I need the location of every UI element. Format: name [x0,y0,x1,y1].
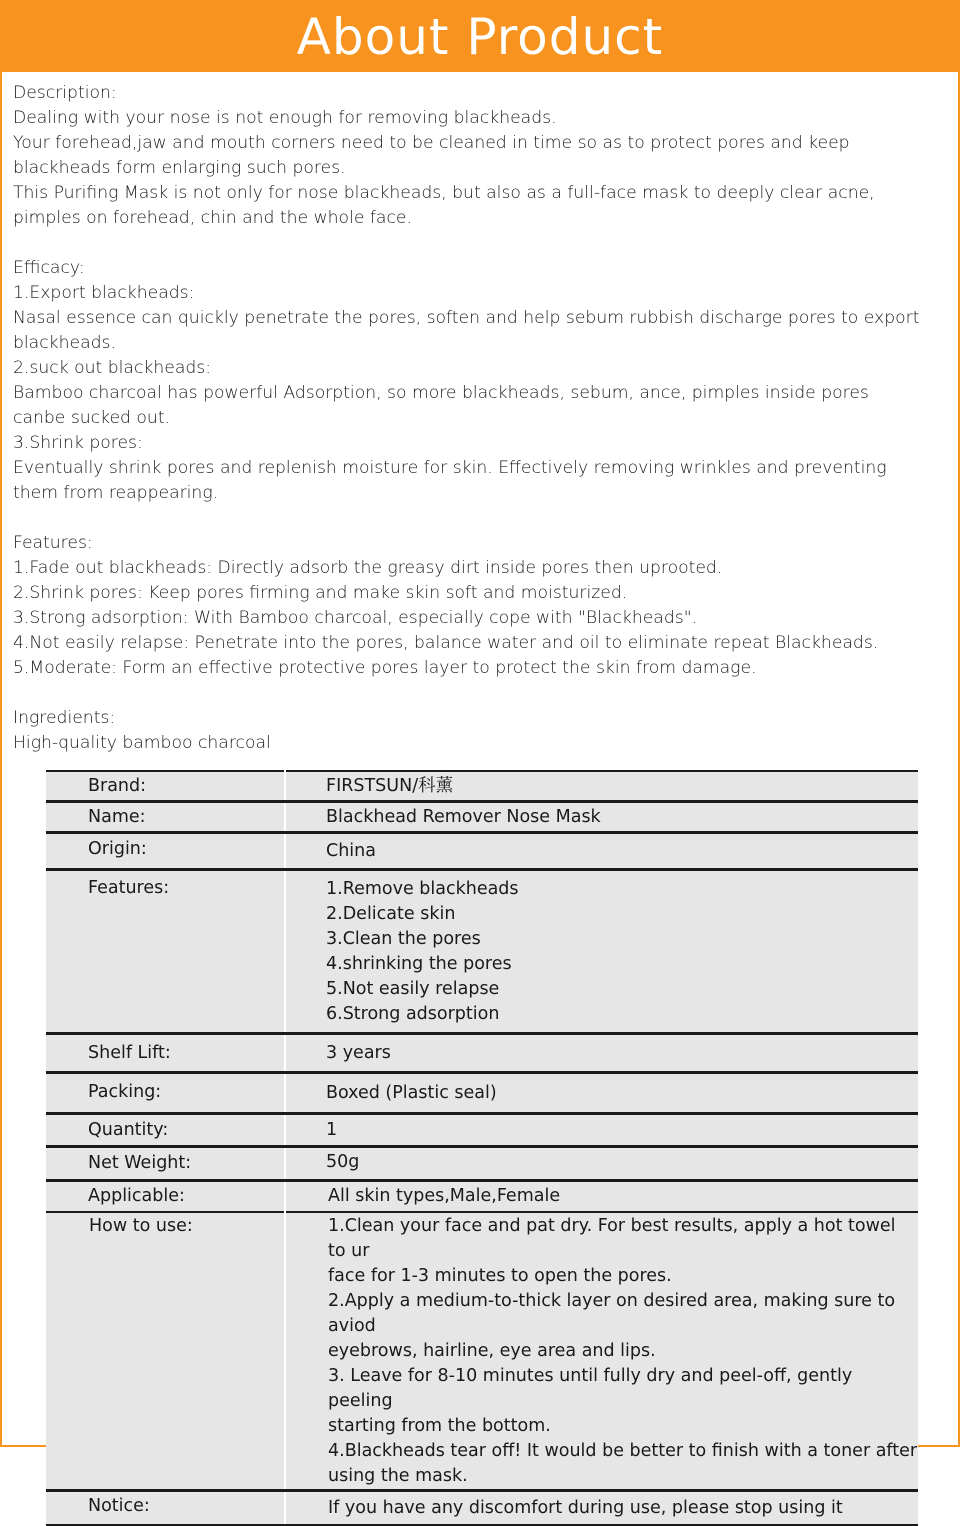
text-line: Nasal essence can quickly penetrate the pores, soften and help sebum rubbish discharge pores to export [13,308,920,328]
text-line: Dealing with your nose is not enough for removing blackheads. [13,108,557,128]
text-line: 5.Moderate: Form an effective protective pores layer to protect the skin from damage. [13,658,757,678]
spec-key: Applicable: [46,1181,285,1213]
text-line: 2.suck out blackheads: [13,358,212,378]
table-row-origin [46,833,918,870]
list-item: 4.Blackheads tear off! It would be better to finish with a toner after [328,1441,918,1461]
spec-value: 1 [285,1114,918,1147]
table-row-packing [46,1073,918,1114]
spec-value: China [285,833,918,870]
spec-table [46,770,918,1526]
list-item: 1.Remove blackheads [326,879,519,899]
list-item: 6.Strong adsorption [326,1004,500,1024]
spec-value-list [285,870,918,1034]
text-line: 3.Shrink pores: [13,433,143,453]
spec-key: Net Weight: [46,1147,285,1181]
page-title: About Product [2,2,958,72]
spec-value: All skin types,Male,Female [285,1181,918,1213]
spec-key: Origin: [46,833,285,870]
blank-line [13,681,953,706]
table-row-shelf-life [46,1034,918,1073]
list-item: 2.Apply a medium-to-thick layer on desired area, making sure to aviod [328,1291,896,1336]
spec-value: FIRSTSUN/科薰 [285,771,918,802]
text-line: Description: [13,83,117,103]
text-line: Eventually shrink pores and replenish moisture for skin. Effectively removing wrinkles and preventing [13,458,887,478]
list-item: using the mask. [328,1466,468,1486]
text-line: Your forehead,jaw and mouth corners need to be cleaned in time so as to protect pores and keep [13,133,850,153]
list-item: eyebrows, hairline, eye area and lips. [328,1341,656,1361]
spec-key: Notice: [46,1491,285,1526]
text-line: blackheads. [13,333,116,353]
text-line: 4.Not easily relapse: Penetrate into the pores, balance water and oil to eliminate repeat Blackheads. [13,633,879,653]
spec-key: How to use: [46,1212,285,1491]
table-row-notice [46,1491,918,1526]
list-item: 5.Not easily relapse [326,979,500,999]
list-item: 3.Clean the pores [326,929,481,949]
table-row-brand [46,771,918,802]
list-item: 4.shrinking the pores [326,954,512,974]
spec-value: 50g [285,1147,918,1181]
text-line: Bamboo charcoal has powerful Adsorption, so more blackheads, sebum, ance, pimples inside pores [13,383,869,403]
blank-line [13,231,953,256]
spec-key: Shelf Lift: [46,1034,285,1073]
spec-value: Blackhead Remover Nose Mask [285,802,918,833]
spec-key: Brand: [46,771,285,802]
table-row-quantity [46,1114,918,1147]
text-line: 3.Strong adsorption: With Bamboo charcoal, especially cope with "Blackheads". [13,608,698,628]
table-row-applicable [46,1181,918,1213]
table-row-how-to-use [46,1212,918,1491]
list-item: 1.Clean your face and pat dry. For best results, apply a hot towel to ur [328,1216,896,1261]
list-item: starting from the bottom. [328,1416,551,1436]
list-item: face for 1-3 minutes to open the pores. [328,1266,672,1286]
text-line: High-quality bamboo charcoal [13,733,271,753]
spec-key: Packing: [46,1073,285,1114]
table-row-features [46,870,918,1034]
text-line: 1.Fade out blackheads: Directly adsorb the greasy dirt inside pores then uprooted. [13,558,723,578]
list-item: 2.Delicate skin [326,904,456,924]
text-line: canbe sucked out. [13,408,171,428]
text-line: them from reappearing. [13,483,219,503]
text-line: This Purifing Mask is not only for nose blackheads, but also as a full-face mask to deeply clear acne, [13,183,875,203]
text-line: 1.Export blackheads: [13,283,195,303]
blank-line [13,506,953,531]
spec-value: If you have any discomfort during use, please stop using it [285,1491,918,1526]
text-line: pimples on forehead, chin and the whole face. [13,208,412,228]
table-row-net-weight [46,1147,918,1181]
spec-key: Name: [46,802,285,833]
text-line: Ingredients: [13,708,116,728]
description-block [13,81,953,756]
text-line: Features: [13,533,93,553]
table-row-name [46,802,918,833]
text-line: Efficacy: [13,258,85,278]
spec-key: Features: [46,870,285,1034]
spec-key: Quantity: [46,1114,285,1147]
text-line: 2.Shrink pores: Keep pores firming and make skin soft and moisturized. [13,583,628,603]
list-item: 3. Leave for 8-10 minutes until fully dry and peel-off, gently peeling [328,1366,853,1411]
spec-value-list [285,1212,918,1491]
spec-value: Boxed (Plastic seal) [285,1073,918,1114]
spec-value: 3 years [285,1034,918,1073]
text-line: blackheads form enlarging such pores. [13,158,346,178]
